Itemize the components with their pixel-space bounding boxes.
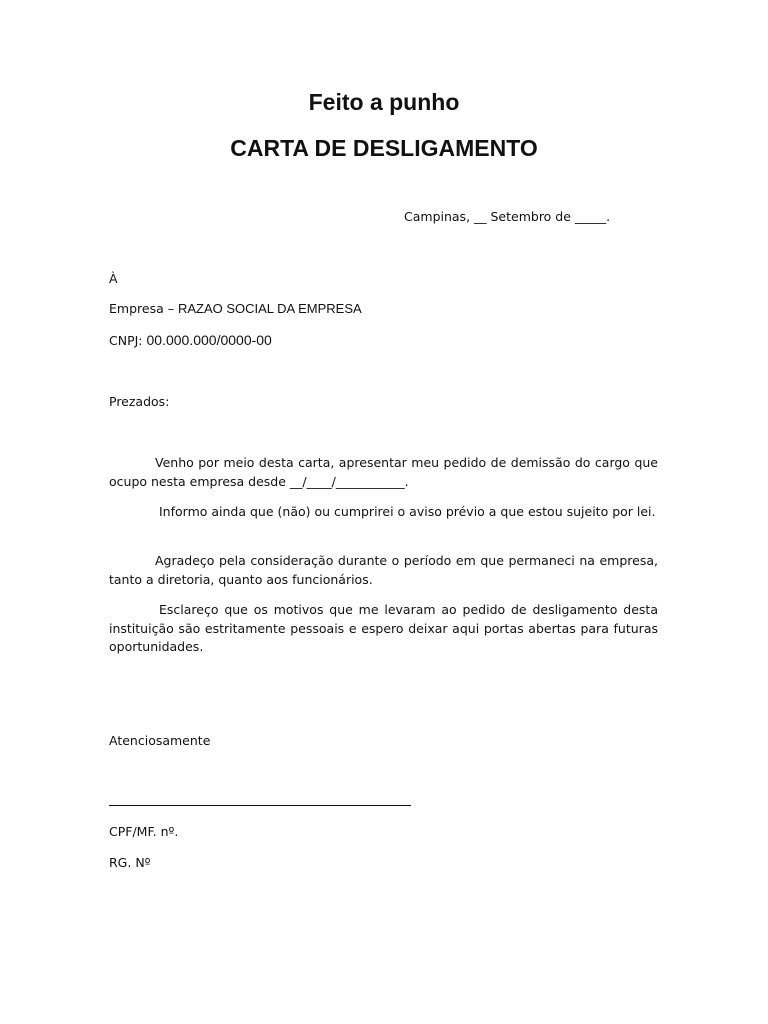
place-date: Campinas, __ Setembro de _____. (404, 209, 611, 224)
paragraph-2: Informo ainda que (não) ou cumprirei o aviso prévio a que estou sujeito por lei. (159, 504, 656, 519)
paragraph-3: Agradeço pela consideração durante o período em que permaneci na empresa, tanto a diretoria, quanto aos funcionários. (109, 553, 658, 587)
salutation: Prezados: (109, 394, 170, 409)
recipient-prefix: À (109, 271, 118, 286)
document-heading: Feito a punho (308, 89, 460, 115)
closing: Atenciosamente (109, 733, 211, 748)
cnpj-line (109, 331, 272, 350)
paragraph-1: Venho por meio desta carta, apresentar meu pedido de demissão do cargo que ocupo nesta empresa desde __/____/___________. (109, 455, 658, 489)
company-label: Empresa – (109, 301, 178, 316)
document-title: CARTA DE DESLIGAMENTO (230, 135, 538, 161)
paragraph-4: Esclareço que os motivos que me levaram ao pedido de desligamento desta instituição são estritamente pessoais e espero deixar aqui portas abertas para futuras oportunidades. (109, 602, 658, 654)
rg-label: RG. Nº (109, 855, 151, 870)
cpf-label: CPF/MF. nº. (109, 824, 179, 839)
cnpj-label: CNPJ: (109, 333, 147, 348)
company-line (109, 300, 362, 318)
cnpj-value: 00.000.000/0000-00 (146, 332, 272, 348)
company-name: RAZAO SOCIAL DA EMPRESA (177, 301, 362, 316)
signature-line (109, 805, 411, 806)
